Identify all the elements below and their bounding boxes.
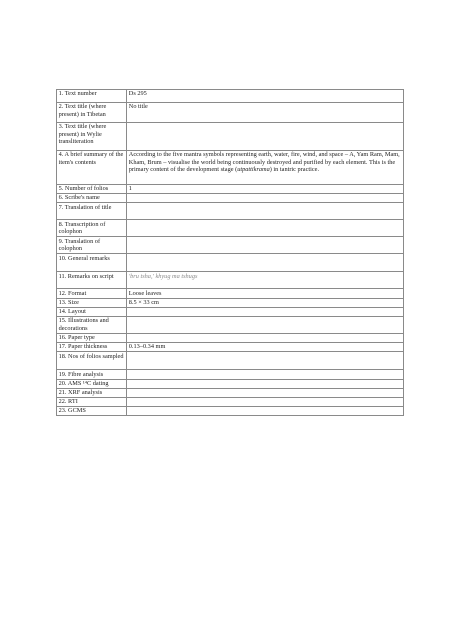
table-row — [57, 220, 404, 237]
row-value — [127, 123, 404, 151]
row-label: 19. Fibre analysis — [57, 370, 127, 379]
row-value — [127, 316, 404, 333]
row-value — [127, 352, 404, 370]
row-label: 7. Translation of title — [57, 203, 127, 220]
row-label: 21. XRF analysis — [57, 388, 127, 397]
row-value — [127, 388, 404, 397]
row-value: 'bru tsha,' khyug ma tshugs — [127, 272, 404, 289]
row-value — [127, 237, 404, 254]
table-row — [57, 289, 404, 298]
row-value — [127, 397, 404, 406]
row-label: 9. Translation of colophon — [57, 237, 127, 254]
table-row — [57, 237, 404, 254]
row-label: 2. Text title (where present) in Tibetan — [57, 103, 127, 123]
table-row — [57, 316, 404, 333]
row-value: Ds 295 — [127, 90, 404, 103]
row-value: 8.5 × 33 cm — [127, 298, 404, 307]
table-row — [57, 343, 404, 352]
table-row — [57, 333, 404, 342]
row-label: 5. Number of folios — [57, 185, 127, 194]
table-row — [57, 388, 404, 397]
table-row — [57, 151, 404, 185]
table-row — [57, 352, 404, 370]
row-value: Loose leaves — [127, 289, 404, 298]
row-label: 3. Text title (where present) in Wylie transliteration — [57, 123, 127, 151]
manuscript-metadata-table — [56, 89, 404, 416]
row-value — [127, 333, 404, 342]
row-value: 0.13–0.34 mm — [127, 343, 404, 352]
row-value — [127, 220, 404, 237]
row-label: 23. GCMS — [57, 407, 127, 416]
row-label: 15. Illustrations and decorations — [57, 316, 127, 333]
table-row — [57, 194, 404, 203]
row-value — [127, 307, 404, 316]
table-row — [57, 397, 404, 406]
table-row — [57, 103, 404, 123]
table-row — [57, 298, 404, 307]
table-row — [57, 123, 404, 151]
table-row — [57, 307, 404, 316]
table-row — [57, 185, 404, 194]
row-label: 4. A brief summary of the item's contents — [57, 151, 127, 185]
table-row — [57, 90, 404, 103]
row-label: 22. RTI — [57, 397, 127, 406]
summary-text-end: ) in tantric practice. — [269, 166, 320, 174]
row-label: 12. Format — [57, 289, 127, 298]
row-value — [127, 370, 404, 379]
row-label: 20. AMS ¹⁴C dating — [57, 379, 127, 388]
row-value: 1 — [127, 185, 404, 194]
row-value — [127, 254, 404, 272]
summary-text: According to the five mantra symbols representing earth, water, fire, wind, and space – A, Yam Ram, Mam, Kham, Brum – visualise the world being continuously destroyed and purified by each element. This is the primary content of the development stage ( — [128, 151, 400, 174]
table-row — [57, 379, 404, 388]
row-label: 8. Transcription of colophon — [57, 220, 127, 237]
row-value — [127, 151, 404, 185]
row-value — [127, 194, 404, 203]
row-label: 16. Paper type — [57, 333, 127, 342]
row-label: 6. Scribe's name — [57, 194, 127, 203]
row-label: 14. Layout — [57, 307, 127, 316]
table-row — [57, 370, 404, 379]
row-value — [127, 379, 404, 388]
row-label: 18. Nos of folios sampled — [57, 352, 127, 370]
table-row — [57, 272, 404, 289]
summary-term: utpattikrama — [237, 166, 270, 174]
table-row — [57, 407, 404, 416]
table-row — [57, 254, 404, 272]
row-label: 13. Size — [57, 298, 127, 307]
row-value — [127, 203, 404, 220]
row-value — [127, 407, 404, 416]
row-label: 11. Remarks on script — [57, 272, 127, 289]
row-label: 1. Text number — [57, 90, 127, 103]
row-label: 17. Paper thickness — [57, 343, 127, 352]
row-label: 10. General remarks — [57, 254, 127, 272]
row-value: No title — [127, 103, 404, 123]
table-row — [57, 203, 404, 220]
